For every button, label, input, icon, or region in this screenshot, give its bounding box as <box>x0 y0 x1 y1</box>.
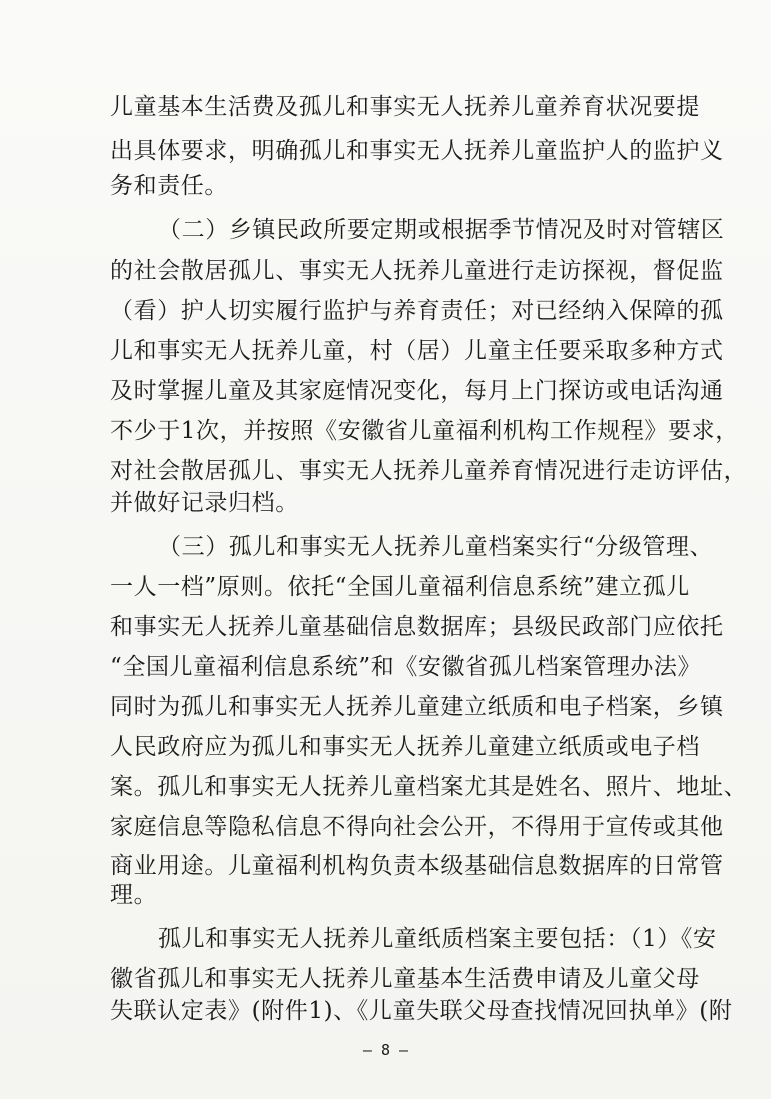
text-line: 同时为孤儿和事实无人抚养儿童建立纸质和电子档案，乡镇 <box>110 694 724 720</box>
paragraph-start: （三）孤儿和事实无人抚养儿童档案实行“分级管理、 <box>158 534 714 560</box>
text-line: 出具体要求，明确孤儿和事实无人抚养儿童监护人的监护义 <box>110 138 724 164</box>
text-line: 的社会散居孤儿、事实无人抚养儿童进行走访探视，督促监 <box>110 258 724 284</box>
text-line: 并做好记录归档。 <box>110 490 299 516</box>
text-line: 一人一档”原则。依托“全国儿童福利信息系统”建立孤儿 <box>110 574 690 600</box>
text-line: 人民政府应为孤儿和事实无人抚养儿童建立纸质或电子档 <box>110 734 700 760</box>
text-line: 家庭信息等隐私信息不得向社会公开，不得用于宣传或其他 <box>110 814 724 840</box>
paragraph-start: （二）乡镇民政所要定期或根据季节情况及时对管辖区 <box>158 217 725 243</box>
text-line: 儿童基本生活费及孤儿和事实无人抚养儿童养育状况要提 <box>110 94 700 120</box>
text-line: “全国儿童福利信息系统”和《安徽省孤儿档案管理办法》 <box>110 654 702 680</box>
paragraph-start: 孤儿和事实无人抚养儿童纸质档案主要包括：（1）《安 <box>158 926 717 952</box>
text-line: （看）护人切实履行监护与养育责任；对已经纳入保障的孤 <box>110 298 724 324</box>
text-line: 及时掌握儿童及其家庭情况变化，每月上门探访或电话沟通 <box>110 378 724 404</box>
text-line: 失联认定表》(附件1)、《儿童失联父母查找情况回执单》(附 <box>110 998 733 1024</box>
text-line: 务和责任。 <box>110 173 228 199</box>
text-line: 对社会散居孤儿、事实无人抚养儿童养育情况进行走访评估， <box>110 458 748 484</box>
page-number: — 8 — <box>362 1041 409 1059</box>
text-line: 徽省孤儿和事实无人抚养儿童基本生活费申请及儿童父母 <box>110 966 700 992</box>
text-line: 案。孤儿和事实无人抚养儿童档案尤其是姓名、照片、地址、 <box>110 774 748 800</box>
text-line: 商业用途。儿童福利机构负责本级基础信息数据库的日常管 <box>110 853 724 879</box>
text-line: 和事实无人抚养儿童基础信息数据库；县级民政部门应依托 <box>110 614 724 640</box>
text-line: 儿和事实无人抚养儿童，村（居）儿童主任要采取多种方式 <box>110 338 724 364</box>
text-line: 不少于1次，并按照《安徽省儿童福利机构工作规程》要求， <box>110 418 739 444</box>
text-line: 理。 <box>110 882 158 908</box>
